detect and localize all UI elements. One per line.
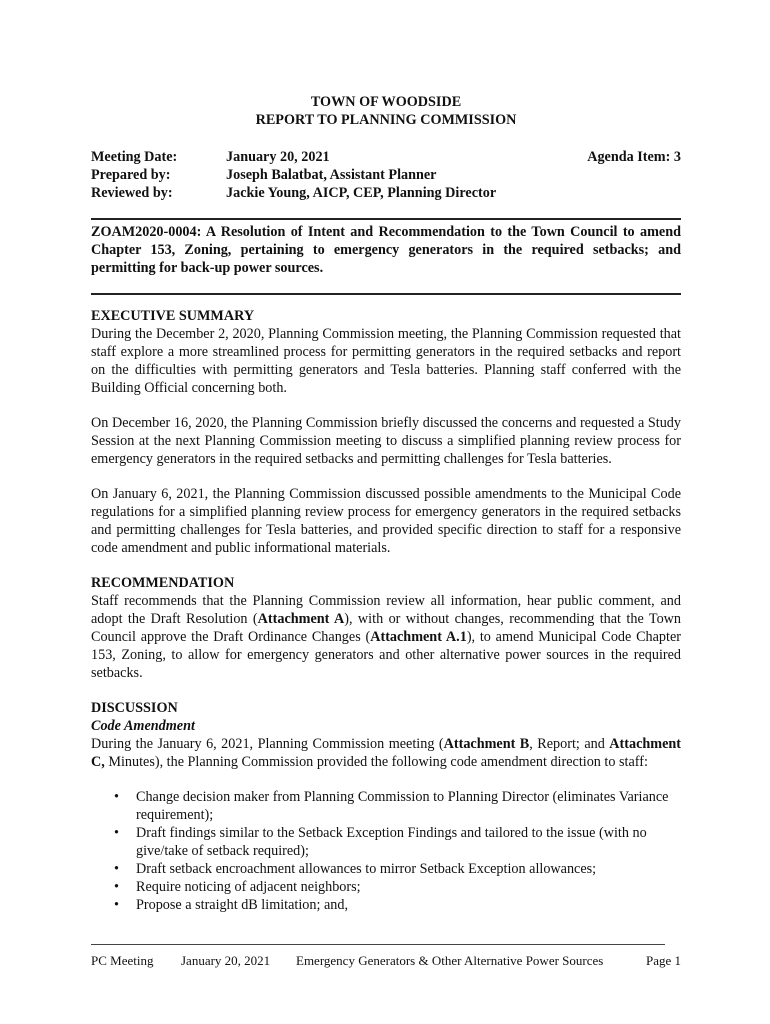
divider <box>91 218 681 220</box>
executive-summary-heading: EXECUTIVE SUMMARY <box>91 308 255 324</box>
reviewed-by-label: Reviewed by: <box>91 185 173 201</box>
executive-summary-paragraph: On January 6, 2021, the Planning Commission discussed possible amendments to the Municipal Code regulations for a simplified planning review process for emergency generators in the required setbacks and permitting challenges for Tesla batteries, and provided specific direction to staff for a responsive code amendment and public informational materials. <box>91 486 681 556</box>
report-title: REPORT TO PLANNING COMMISSION <box>255 112 517 128</box>
footer-meeting: PC Meeting <box>91 953 154 968</box>
footer-date: January 20, 2021 <box>181 953 271 968</box>
list-item: • Draft setback encroachment allowances to mirror Setback Exception allowances; <box>114 861 597 877</box>
discussion-paragraph: During the January 6, 2021, Planning Commission meeting (Attachment B, Report; and Attachment C, Minutes), the Planning Commission provided the following code amendment direction to staff: <box>91 736 682 770</box>
bullet-icon: • <box>114 861 119 877</box>
list-item: • Change decision maker from Planning Commission to Planning Director (eliminates Variance requirement); <box>114 789 669 823</box>
list-item: • Require noticing of adjacent neighbors; <box>114 879 361 895</box>
footer-topic: Emergency Generators & Other Alternative Power Sources <box>296 953 604 968</box>
town-title: TOWN OF WOODSIDE <box>310 94 462 110</box>
direction-list <box>91 788 681 914</box>
attachment-reference: Attachment C, <box>91 736 682 770</box>
bullet-icon: • <box>114 897 119 913</box>
page-footer <box>91 952 681 970</box>
prepared-by-label: Prepared by: <box>91 167 171 183</box>
bullet-icon: • <box>114 879 119 895</box>
agenda-item: Agenda Item: 3 <box>587 149 681 165</box>
list-item: • Propose a straight dB limitation; and, <box>114 897 349 913</box>
executive-summary-paragraph: On December 16, 2020, the Planning Commission briefly discussed the concerns and requested a Study Session at the next Planning Commission meeting to discuss a simplified planning review process for emergency generators in the required setbacks and permitting challenges for Tesla batteries. <box>91 415 681 467</box>
bullet-icon: • <box>114 825 119 841</box>
meeting-date-value: January 20, 2021 <box>226 149 330 165</box>
reviewed-by-value: Jackie Young, AICP, CEP, Planning Director <box>226 185 497 201</box>
divider <box>91 293 681 295</box>
page-number: Page 1 <box>645 953 681 968</box>
attachment-reference: Attachment A.1 <box>370 629 467 645</box>
meeting-date-label: Meeting Date: <box>91 149 178 165</box>
attachment-reference: Attachment B <box>443 736 530 752</box>
discussion-heading: DISCUSSION <box>91 700 178 716</box>
list-item: • Draft findings similar to the Setback Exception Findings and tailored to the issue (with no give/take of setback required); <box>114 825 647 859</box>
recommendation-paragraph: Staff recommends that the Planning Commission review all information, hear public comment, and adopt the Draft Resolution (Attachment A), with or without changes, recommending that the Town Council approve the Draft Ordinance Changes (Attachment A.1), to amend Municipal Code Chapter 153, Zoning, to allow for emergency generators and other alternative power sources in the required setbacks. <box>91 593 682 681</box>
attachment-reference: Attachment A <box>257 611 345 627</box>
subject-line: ZOAM2020-0004: A Resolution of Intent and Recommendation to the Town Council to amend Chapter 153, Zoning, pertaining to emergency generators in the required setbacks; and permitting for back-up power sources. <box>91 224 681 276</box>
footer-divider <box>91 944 665 945</box>
report-page <box>91 93 681 914</box>
code-amendment-subheading: Code Amendment <box>91 718 195 734</box>
executive-summary-paragraph: During the December 2, 2020, Planning Commission meeting, the Planning Commission requested that staff explore a more streamlined process for permitting generators in the required setbacks and report on the difficulties with permitting generators and Tesla batteries. Planning staff conferred with the Building Official concerning both. <box>91 326 681 396</box>
recommendation-heading: RECOMMENDATION <box>91 575 235 591</box>
prepared-by-value: Joseph Balatbat, Assistant Planner <box>226 167 437 183</box>
meeting-info <box>91 148 681 202</box>
bullet-icon: • <box>114 789 119 805</box>
